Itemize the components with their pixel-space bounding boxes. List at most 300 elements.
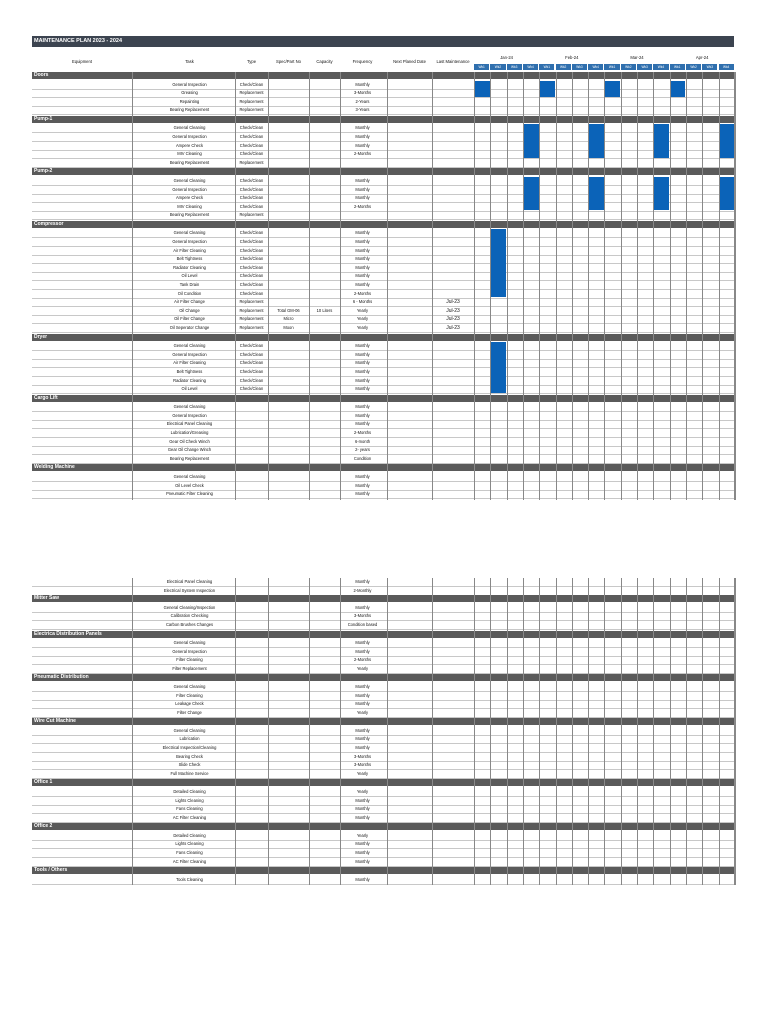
table-row <box>32 194 734 203</box>
column-divider <box>490 578 491 885</box>
freq-cell: Monthly <box>355 142 370 148</box>
type-cell: Check/Clean <box>239 151 264 157</box>
section-header: Compressor <box>32 221 734 228</box>
column-divider <box>735 72 736 500</box>
month-header: Apr-24 <box>695 55 709 60</box>
table-row <box>32 298 734 307</box>
task-cell: Oil Seperator Change <box>169 325 210 330</box>
last-cell: Jul-23 <box>446 325 460 331</box>
task-cell: Air Filter Change <box>174 299 205 305</box>
table-row <box>32 429 734 438</box>
header-next: Next Planed Date <box>393 59 426 64</box>
task-cell: Electrical Panel Cleaning <box>166 579 213 584</box>
type-cell: Check/Clean <box>239 239 264 244</box>
column-divider <box>539 578 540 885</box>
freq-cell: Monthly <box>355 648 370 654</box>
freq-cell: Yearly <box>356 832 369 838</box>
header-last: Last Maintenance <box>436 59 470 64</box>
table-row <box>32 656 734 665</box>
table-row <box>32 385 734 394</box>
type-cell: Replacement <box>239 299 264 305</box>
task-cell: General Cleaning <box>173 230 206 236</box>
table-row <box>32 753 734 762</box>
column-divider <box>507 578 508 885</box>
freq-cell: Monthly <box>355 797 370 803</box>
task-cell: Lights Cleaning <box>175 841 204 847</box>
column-divider <box>588 578 589 885</box>
row-divider <box>32 219 734 220</box>
task-cell: AC Filter Cleaning <box>172 814 207 820</box>
freq-cell: Monthly <box>355 186 370 192</box>
freq-cell: Yearly <box>356 788 369 794</box>
task-cell: Tank Drain <box>179 282 200 287</box>
table-row <box>32 98 734 107</box>
schedule-mark <box>654 124 669 157</box>
type-cell: Check/Clean <box>239 247 264 253</box>
freq-cell: 3-Years <box>355 107 370 113</box>
task-cell: General Cleaning/Inspection <box>163 604 216 610</box>
section-header: Tools / Others <box>32 867 734 874</box>
section-header: Doors <box>32 72 734 79</box>
table-row <box>32 761 734 770</box>
column-divider <box>637 72 638 500</box>
week-header: Wk1 <box>670 64 686 70</box>
task-cell: Fans Cleaning <box>176 850 203 855</box>
freq-cell: Condition <box>353 455 372 461</box>
table-row <box>32 832 734 841</box>
task-cell: Filter Cleaning <box>176 657 203 663</box>
freq-cell: Monthly <box>355 604 370 610</box>
last-cell: Jul-23 <box>446 316 460 323</box>
freq-cell: Monthly <box>355 745 370 750</box>
task-cell: Full Machine Service <box>170 770 209 776</box>
task-cell: General Inspection <box>172 134 207 139</box>
freq-cell: Monthly <box>355 736 370 742</box>
type-cell: Replacement <box>239 212 264 218</box>
freq-cell: 2-Months <box>353 290 372 296</box>
task-cell: General Cleaning <box>173 727 206 733</box>
table-row <box>32 255 734 264</box>
type-cell: Check/Clean <box>239 343 264 349</box>
freq-cell: Monthly <box>355 858 370 864</box>
column-divider <box>268 578 269 885</box>
schedule-mark <box>524 124 539 157</box>
last-cell: Jul-23 <box>446 299 460 306</box>
task-cell: Detailed Cleaning <box>173 788 206 794</box>
freq-cell: Monthly <box>355 412 370 418</box>
task-cell: General Inspection <box>172 412 207 418</box>
task-cell: Oil Condition <box>177 290 202 296</box>
column-divider <box>507 72 508 500</box>
table-row <box>32 124 734 133</box>
table-row <box>32 788 734 797</box>
freq-cell: Monthly <box>355 125 370 131</box>
type-cell: Replacement <box>239 307 264 313</box>
table-row <box>32 805 734 814</box>
schedule-mark <box>475 81 490 97</box>
task-cell: Bearing Replacement <box>169 455 210 461</box>
column-divider <box>702 72 703 500</box>
table-row <box>32 858 734 867</box>
task-cell: Air Filter Cleaning <box>173 360 206 366</box>
task-cell: Air Filter Cleaning <box>173 247 206 253</box>
table-row <box>32 692 734 701</box>
table-row <box>32 229 734 238</box>
column-divider <box>309 578 310 885</box>
row-divider <box>32 717 734 718</box>
freq-cell: Monthly <box>355 692 370 698</box>
column-divider <box>340 72 341 500</box>
task-cell: Radiator Cleaning <box>173 377 206 383</box>
task-cell: AC Filter Cleaning <box>172 858 207 864</box>
table-row <box>32 420 734 429</box>
week-header: Wk1 <box>474 64 490 70</box>
task-cell: Detailed Cleaning <box>173 832 206 838</box>
section-header: Mitter Saw <box>32 595 734 602</box>
spec-cell: Micro <box>283 316 294 322</box>
table-row <box>32 272 734 281</box>
table-row <box>32 814 734 823</box>
type-cell: Check/Clean <box>239 264 264 270</box>
week-header: Wk1 <box>539 64 555 70</box>
week-header: Wk4 <box>719 64 735 70</box>
freq-cell: Monthly <box>355 377 370 383</box>
freq-cell: Monthly <box>355 473 370 479</box>
column-divider <box>735 578 736 885</box>
freq-cell: Monthly <box>355 491 370 497</box>
row-divider <box>32 498 734 499</box>
table-row <box>32 621 734 630</box>
type-cell: Check/Clean <box>239 360 264 366</box>
table-row <box>32 264 734 273</box>
freq-cell: Monthly <box>355 814 370 820</box>
task-cell: Gear Oil Check Winch <box>169 438 210 444</box>
freq-cell: Monthly <box>355 239 370 244</box>
freq-cell: Monthly <box>355 230 370 236</box>
column-divider <box>621 578 622 885</box>
freq-cell: 6 - Months <box>352 299 373 305</box>
task-cell: General Inspection <box>172 351 207 357</box>
schedule-mark <box>491 342 506 393</box>
column-divider <box>490 72 491 500</box>
freq-cell: Monthly <box>355 701 370 707</box>
task-cell: Pneumatic Filter Cleaning <box>166 491 213 497</box>
table-row <box>32 797 734 806</box>
type-cell: Replacement <box>239 316 264 322</box>
freq-cell: Monthly <box>355 579 370 584</box>
row-divider <box>32 332 734 333</box>
freq-cell: Monthly <box>355 195 370 201</box>
table-row <box>32 359 734 368</box>
schedule-mark <box>589 177 604 210</box>
row-divider <box>32 778 734 779</box>
week-header: Wk3 <box>637 64 653 70</box>
table-row <box>32 324 734 333</box>
column-divider <box>604 578 605 885</box>
type-cell: Check/Clean <box>239 186 264 192</box>
table-row <box>32 840 734 849</box>
table-row <box>32 368 734 377</box>
type-cell: Check/Clean <box>239 125 264 131</box>
task-cell: Lights Cleaning <box>175 797 204 803</box>
freq-cell: 3-Months <box>353 613 372 619</box>
freq-cell: Monthly <box>355 421 370 427</box>
section-header: Electrica Distribution Panels <box>32 631 734 638</box>
week-header: Wk2 <box>621 64 637 70</box>
column-divider <box>474 72 475 500</box>
task-cell: General Inspection <box>172 239 207 244</box>
task-cell: Lubrication <box>179 736 200 742</box>
week-header: Wk4 <box>588 64 604 70</box>
task-cell: Repainting <box>179 98 200 104</box>
table-row <box>32 709 734 718</box>
column-divider <box>719 72 720 500</box>
freq-cell: Monthly <box>355 343 370 349</box>
task-cell: Oil Level <box>181 386 198 392</box>
column-divider <box>235 578 236 885</box>
table-row <box>32 700 734 709</box>
table-row <box>32 81 734 90</box>
type-cell: Check/Clean <box>239 230 264 236</box>
freq-cell: 3-Months <box>353 753 372 759</box>
month-header: Mar-24 <box>630 55 644 60</box>
task-cell: Slide Check <box>178 762 201 768</box>
task-cell: General Cleaning <box>173 683 206 689</box>
freq-cell: Yearly <box>356 316 369 322</box>
freq-cell: 2-Months <box>353 657 372 663</box>
task-cell: MIV Cleaning <box>177 151 202 157</box>
freq-cell: Monthly <box>355 177 370 183</box>
header-capacity: Capacity <box>316 59 333 64</box>
table-row <box>32 290 734 299</box>
column-divider <box>235 72 236 500</box>
table-row <box>32 150 734 159</box>
table-row <box>32 281 734 290</box>
freq-cell: Monthly <box>355 841 370 847</box>
freq-cell: Monthly <box>355 282 370 287</box>
task-cell: General Inspection <box>172 186 207 192</box>
column-divider <box>686 578 687 885</box>
type-cell: Check/Clean <box>239 177 264 183</box>
freq-cell: Monthly <box>355 806 370 812</box>
schedule-mark <box>524 177 539 210</box>
column-divider <box>387 72 388 500</box>
type-cell: Check/Clean <box>239 290 264 296</box>
table-row <box>32 203 734 212</box>
column-divider <box>556 578 557 885</box>
table-row <box>32 247 734 256</box>
freq-cell: 2-Months <box>353 203 372 209</box>
table-row <box>32 648 734 657</box>
section-header: Pneumatic Distribution <box>32 674 734 681</box>
table-row <box>32 438 734 447</box>
header-task: Task <box>185 59 194 64</box>
freq-cell: Yearly <box>356 770 369 776</box>
table-row <box>32 735 734 744</box>
freq-cell: Monthly <box>355 876 370 882</box>
week-header: Wk2 <box>686 64 702 70</box>
freq-cell: Yearly <box>356 325 369 330</box>
last-cell: Jul-23 <box>446 307 460 314</box>
table-row <box>32 473 734 482</box>
table-row <box>32 403 734 412</box>
table-row <box>32 159 734 168</box>
type-cell: Check/Clean <box>239 386 264 392</box>
schedule-mark <box>671 81 686 97</box>
task-cell: Filter Replacement <box>172 665 207 671</box>
row-divider <box>32 673 734 674</box>
task-cell: Bearing Replacement <box>169 159 210 165</box>
table-row <box>32 186 734 195</box>
column-divider <box>432 72 433 500</box>
type-cell: Check/Clean <box>239 195 264 201</box>
table-row <box>32 612 734 621</box>
week-header: Wk2 <box>490 64 506 70</box>
column-divider <box>132 72 133 500</box>
column-divider <box>604 72 605 500</box>
task-cell: General Cleaning <box>173 125 206 131</box>
week-header: Wk3 <box>507 64 523 70</box>
freq-cell: 3-Months <box>353 90 372 96</box>
task-cell: Oil Level <box>181 273 198 279</box>
task-cell: Belt Tightness <box>176 368 203 374</box>
task-cell: General Cleaning <box>173 177 206 183</box>
week-header: Wk2 <box>556 64 572 70</box>
type-cell: Check/Clean <box>239 351 264 357</box>
column-divider <box>556 72 557 500</box>
section-header: Pump-1 <box>32 116 734 123</box>
freq-cell: 2-Years <box>355 98 370 104</box>
task-cell: Oil Change <box>179 307 200 313</box>
table-row <box>32 446 734 455</box>
freq-cell: Monthly <box>355 264 370 270</box>
task-cell: General Inspection <box>172 648 207 654</box>
row-divider <box>32 866 734 867</box>
freq-cell: Monthly <box>355 482 370 488</box>
table-row <box>32 849 734 858</box>
table-row <box>32 665 734 674</box>
task-cell: Tools Cleaning <box>176 876 203 882</box>
table-row <box>32 744 734 753</box>
table-row <box>32 307 734 316</box>
column-divider <box>670 72 671 500</box>
week-header: Wk3 <box>572 64 588 70</box>
column-divider <box>572 72 573 500</box>
type-cell: Check/Clean <box>239 142 264 148</box>
column-divider <box>523 72 524 500</box>
freq-cell: 2-Months <box>353 151 372 157</box>
column-divider <box>621 72 622 500</box>
week-header: Wk1 <box>604 64 620 70</box>
table-row <box>32 482 734 491</box>
type-cell: Replacement <box>239 98 264 104</box>
month-header: Jan-24 <box>500 55 513 60</box>
freq-cell: 2-Months <box>353 430 372 435</box>
section-header: Office 2 <box>32 823 734 830</box>
row-divider <box>32 393 734 394</box>
column-divider <box>432 578 433 885</box>
table-row <box>32 770 734 779</box>
column-divider <box>539 72 540 500</box>
table-row <box>32 89 734 98</box>
column-divider <box>719 578 720 885</box>
table-row <box>32 377 734 386</box>
freq-cell: Monthly <box>355 360 370 366</box>
column-divider <box>474 578 475 885</box>
freq-cell: Monthly <box>355 727 370 733</box>
schedule-mark <box>654 177 669 210</box>
table-row <box>32 238 734 247</box>
column-divider <box>340 578 341 885</box>
row-divider <box>32 167 734 168</box>
column-divider <box>653 578 654 885</box>
task-cell: MIV Cleaning <box>177 203 202 209</box>
table-row <box>32 315 734 324</box>
section-header: Cargo Lift <box>32 395 734 402</box>
table-row <box>32 604 734 613</box>
task-cell: Electrical Panel Cleaning <box>166 421 213 427</box>
freq-cell: 3-Months <box>353 762 372 768</box>
schedule-mark <box>605 81 620 97</box>
table-row <box>32 106 734 115</box>
column-divider <box>132 578 133 885</box>
row-divider <box>32 884 734 885</box>
freq-cell: Monthly <box>355 273 370 279</box>
row-divider <box>32 629 734 630</box>
row-divider <box>32 114 734 115</box>
spec-cell: Total GM-06 <box>277 307 300 313</box>
task-cell: Ampere Check <box>175 142 204 148</box>
schedule-mark <box>491 229 506 297</box>
table-row <box>32 133 734 142</box>
task-cell: Fans Cleaning <box>176 806 203 812</box>
freq-cell: 6-month <box>354 438 371 444</box>
freq-cell: Yearly <box>356 665 369 671</box>
task-cell: Carbon Brushes Changes <box>165 621 214 627</box>
freq-cell: Monthly <box>355 368 370 374</box>
table-row <box>32 683 734 692</box>
table-row <box>32 351 734 360</box>
type-cell: Check/Clean <box>239 203 264 209</box>
column-divider <box>588 72 589 500</box>
schedule-mark <box>720 177 735 210</box>
task-cell: Oil Level Check <box>175 482 204 488</box>
week-header: Wk3 <box>702 64 718 70</box>
table-row <box>32 142 734 151</box>
table-row <box>32 342 734 351</box>
type-cell: Replacement <box>239 107 264 113</box>
freq-cell: Monthly <box>355 404 370 410</box>
column-divider <box>734 72 735 500</box>
table-row <box>32 876 734 885</box>
header-equipment: Equipment <box>71 59 93 64</box>
column-divider <box>523 578 524 885</box>
task-cell: General Cleaning <box>173 343 206 349</box>
type-cell: Replacement <box>239 325 264 330</box>
table-row <box>32 639 734 648</box>
freq-cell: Yearly <box>356 709 369 715</box>
task-cell: General Cleaning <box>173 404 206 410</box>
section-header: Welding Machine <box>32 464 734 471</box>
task-cell: Gear Oil Change Winch <box>167 447 212 453</box>
task-cell: Filter Cleaning <box>176 692 203 698</box>
table-row <box>32 455 734 464</box>
task-cell: Belt Tightness <box>176 256 203 262</box>
freq-cell: Monthly <box>355 683 370 689</box>
freq-cell: 2-Monthly <box>353 587 372 593</box>
task-cell: Electrical Inspection/Cleaning <box>162 745 217 750</box>
task-cell: Leakage Check <box>175 701 204 707</box>
